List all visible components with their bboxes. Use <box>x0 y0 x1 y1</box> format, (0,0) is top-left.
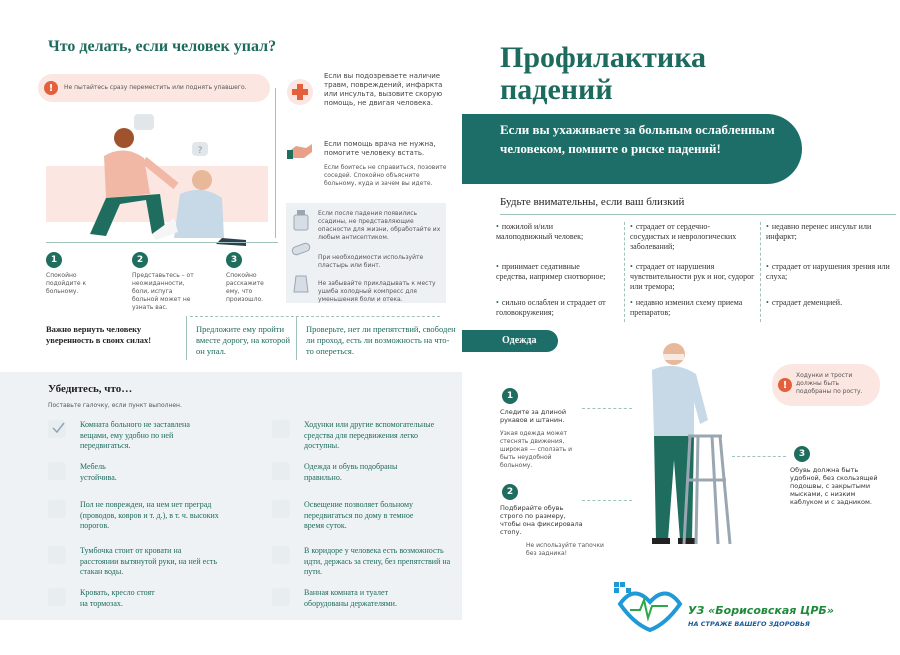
step-1-text: Спокойно подойдите к больному. <box>46 272 87 295</box>
tip-injury: Если вы подозреваете наличие травм, повреждений, инфаркта или инсульта, вызовите скорую помощь, не двигая человека. <box>324 72 443 107</box>
caregiver-illustration <box>46 108 268 248</box>
connector-line <box>275 88 276 238</box>
bandage-icon <box>290 240 312 258</box>
check-left-3: Пол не поврежден, на нем нет преград (проводов, ковров и т. д.), в т. ч. высоких порогов. <box>80 500 219 530</box>
checkbox-bathroom[interactable] <box>272 588 290 606</box>
check-right-2: Одежда и обувь подобраны правильно. <box>304 462 398 482</box>
checkbox-bed-brakes[interactable] <box>48 588 66 606</box>
attention-divider <box>500 214 896 215</box>
attention-heading: Будьте внимательны, если ваш близкий <box>500 196 685 208</box>
checklist-subtitle: Поставьте галочку, если пункт выполнен. <box>48 402 182 409</box>
confidence-text: Важно вернуть человеку уверенность в своих силах! <box>46 324 152 345</box>
step-2-text: Представьтесь – от неожиданности, боли, испуга больной может не узнать вас. <box>132 272 194 311</box>
clothing-2-subtext: Не используйте тапочки без задника! <box>526 542 604 557</box>
clothing-tag-label: Одежда <box>502 335 537 346</box>
checklist-title: Убедитесь, что… <box>48 383 133 395</box>
risk-col1-3: • сильно ослаблен и страдает от головокружения; <box>496 298 618 318</box>
tip-bandage: При необходимости используйте пластырь или бинт. <box>318 254 424 269</box>
warning-icon: ! <box>44 81 58 95</box>
clothing-2-text: Подбирайте обувь строго по размеру, чтобы она фиксировала стопу. <box>500 504 583 536</box>
ice-pack-icon <box>290 272 312 296</box>
risk-col2-2: • страдает от нарушения чувствительности рук и ног, судорог или тремора; <box>630 262 756 292</box>
check-right-5: Ванная комната и туалет оборудованы держателями. <box>304 588 397 608</box>
helping-hand-icon <box>286 138 314 162</box>
step-3-number: 3 <box>226 252 242 268</box>
tip-help-stand-sub: Если боитесь не справиться, позовите соседей. Спокойно объясните больному, куда и зачем вы идете. <box>324 164 447 187</box>
right-panel <box>462 0 900 655</box>
check-right-1: Ходунки или другие вспомогательные средства для передвижения легко доступны. <box>304 420 435 450</box>
clothing-2-number: 2 <box>502 484 518 500</box>
check-left-2: Мебель устойчива. <box>80 462 117 482</box>
clothing-1-subtext: Узкая одежда может стеснять движения, широкая — сползать и быть неудобной больному. <box>500 430 573 469</box>
check-right-4: В коридоре у человека есть возможность идти, держась за стену, без препятствий на пути. <box>304 546 451 576</box>
clothing-3-number: 3 <box>794 446 810 462</box>
left-title: Что делать, если человек упал? <box>48 38 277 55</box>
risk-col3-1: • недавно перенес инсульт или инфаркт; <box>766 222 896 242</box>
checkbox-corridor[interactable] <box>272 546 290 564</box>
walker-warning-text: Ходунки и трости должны быть подобраны по росту. <box>796 372 863 395</box>
prevention-title-line2: падений <box>500 73 613 106</box>
tip-cold-compress: Не забывайте прикладывать к месту ушиба холодный компресс для уменьшения боли и отека. <box>318 280 436 303</box>
risk-col1-2: • принимает седативные средства, например снотворное; <box>496 262 606 282</box>
step-2-number: 2 <box>132 252 148 268</box>
checkbox-nightstand[interactable] <box>48 546 66 564</box>
connector-clothing-1 <box>582 408 632 409</box>
risk-col2-3: • недавно изменил схему приема препаратов; <box>630 298 756 318</box>
tip-help-stand: Если помощь врача не нужна, помогите человеку встать. <box>324 140 436 157</box>
clothing-1-text: Следите за длиной рукавов и штанин. <box>500 408 567 424</box>
risk-col2-1: • страдает от сердечно-сосудистых и неврологических заболеваний; <box>630 222 748 252</box>
col-divider-2 <box>296 316 297 360</box>
prevention-title-line1: Профилактика <box>500 41 707 74</box>
antiseptic-bottle-icon <box>290 208 312 232</box>
hospital-logo-icon <box>610 576 688 632</box>
divider-steps <box>46 242 278 243</box>
risk-col-divider-2 <box>760 222 761 322</box>
tip-antiseptic: Если после падения появились ссадины, не представляющие опасности для жизни, обработайте их любым антисептиком. <box>318 210 441 241</box>
risk-col3-2: • страдает от нарушения зрения или слуха; <box>766 262 890 282</box>
check-left-4: Тумбочка стоит от кровати на расстоянии вытянутой руки, на ней есть стакан воды. <box>80 546 218 576</box>
clothing-3-text: Обувь должна быть удобной, без скользящей подошвы, с закрытыми мысками, с низким каблуком и с задником. <box>790 466 878 506</box>
checkbox-furniture[interactable] <box>48 462 66 480</box>
check-left-1: Комната больного не заставлена вещами, ему удобно по ней передвигаться. <box>80 420 190 450</box>
checkbox-clothing[interactable] <box>272 462 290 480</box>
check-right-3: Освещение позволяет больному передвигаться по дому в темное время суток. <box>304 500 414 530</box>
check-left-5: Кровать, кресло стоят на тормозах. <box>80 588 155 608</box>
connector-clothing-3 <box>732 456 786 457</box>
risk-col3-3: • страдает деменцией. <box>766 298 890 308</box>
medical-cross-icon <box>286 78 314 106</box>
svg-text:?: ? <box>197 146 203 156</box>
hospital-logo-tagline: НА СТРАЖЕ ВАШЕГО ЗДОРОВЬЯ <box>688 620 810 628</box>
checkbox-floor[interactable] <box>48 500 66 518</box>
caregiver-banner-text: Если вы ухаживаете за больным ослабленным человеком, помните о риске падений! <box>500 122 775 156</box>
step-1-number: 1 <box>46 252 62 268</box>
walk-together-text: Предложите ему пройти вместе дорогу, на которой он упал. <box>196 324 291 356</box>
hospital-logo-name: УЗ «Борисовская ЦРБ» <box>688 604 834 617</box>
elderly-walker-illustration <box>612 340 742 550</box>
walker-warning-icon: ! <box>778 378 792 392</box>
risk-col1-1: • пожилой и/или малоподвижный человек; <box>496 222 596 242</box>
divider-bottom <box>190 316 440 317</box>
step-3-text: Спокойно расскажите ему, что произошло. <box>226 272 264 303</box>
checkbox-lighting[interactable] <box>272 500 290 518</box>
connector-clothing-2 <box>582 500 632 501</box>
checkbox-walkers[interactable] <box>272 420 290 438</box>
clothing-1-number: 1 <box>502 388 518 404</box>
col-divider-1 <box>186 316 187 360</box>
checkmark-icon <box>50 420 66 436</box>
warning-text: Не пытайтесь сразу переместить или поднять упавшего. <box>64 84 247 91</box>
risk-col-divider-1 <box>624 222 625 322</box>
check-obstacles-text: Проверьте, нет ли препятствий, свободен ли проход, есть ли возможность на что-то опереться. <box>306 324 456 356</box>
